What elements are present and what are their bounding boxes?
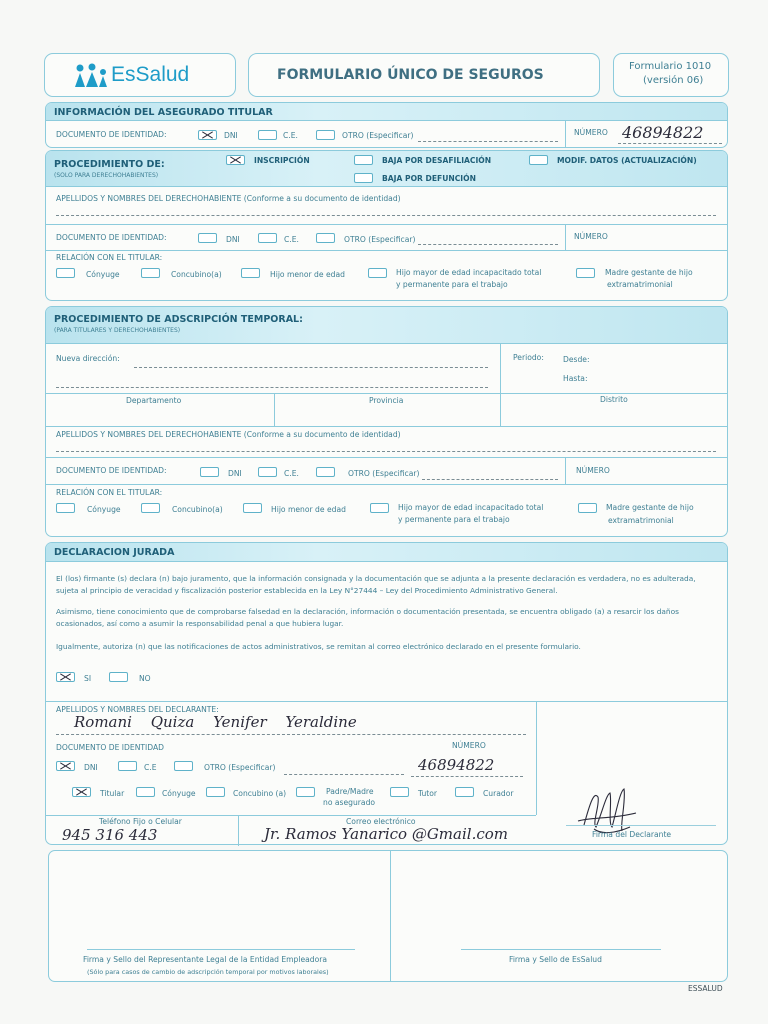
decl-concubino-checkbox[interactable] [206,787,225,797]
decl-concubino-label: Concubino (a) [233,789,287,798]
adsc-relacion-label: RELACIÓN CON EL TITULAR: [56,488,163,497]
proc-ce-label: C.E. [284,235,299,244]
adsc-dni-label: DNI [228,469,242,478]
section-titular [45,102,728,148]
adsc-numero-label: NÚMERO [576,466,610,475]
adsc-ce-checkbox[interactable] [258,467,277,477]
declarante-label: APELLIDOS Y NOMBRES DEL DECLARANTE: [56,705,219,714]
proc-madre-label-1: Madre gestante de hijo [605,268,693,277]
section-adscripcion [45,306,728,537]
check-x-icon [57,673,74,681]
decl-titular-label: Titular [100,789,125,798]
decl-ce-checkbox[interactable] [118,761,137,771]
logo-box [44,53,236,97]
baja-desafiliacion-checkbox[interactable] [354,155,373,165]
titular-ce-label: C.E. [283,131,298,140]
firma-declarante-label: Firma del Declarante [592,830,672,839]
adsc-hijo-mayor-label-2: y permanente para el trabajo [398,515,510,524]
telefono-label: Teléfono Fijo o Celular [99,817,182,826]
proc-hijo-menor-label: Hijo menor de edad [270,270,345,279]
proc-otro-checkbox[interactable] [316,233,335,243]
decl-conyuge-checkbox[interactable] [136,787,155,797]
proc-apellidos-label: APELLIDOS Y NOMBRES DEL DERECHOHABIENTE (Conforme a su documento de identidad) [56,194,401,203]
adsc-hijo-mayor-label-1: Hijo mayor de edad incapacitado total [398,503,544,512]
adsc-madre-checkbox[interactable] [578,503,597,513]
proc-madre-label-2: extramatrimonial [607,280,673,289]
adsc-apellidos-label: APELLIDOS Y NOMBRES DEL DERECHOHABIENTE (Conforme a su documento de identidad) [56,430,401,439]
baja-defuncion-checkbox[interactable] [354,173,373,183]
titular-dni-checkbox[interactable] [198,130,217,140]
decl-tutor-checkbox[interactable] [390,787,409,797]
baja-defuncion-label: BAJA POR DEFUNCIÓN [382,174,476,183]
decl-ce-label: C.E [144,763,157,772]
declaracion-title: DECLARACION JURADA [54,547,175,558]
section-firmas [48,850,728,982]
decl-padre-label-1: Padre/Madre [326,787,374,796]
form-version: (versión 06) [643,75,704,86]
adsc-doc-label: DOCUMENTO DE IDENTIDAD: [56,466,167,475]
adsc-madre-label-2: extramatrimonial [608,516,674,525]
check-x-icon [73,788,90,796]
decl-curador-label: Curador [483,789,514,798]
check-x-icon [199,131,216,139]
firma-essalud-label: Firma y Sello de EsSalud [509,955,602,964]
inscripcion-checkbox[interactable] [226,155,245,165]
adsc-conyuge-label: Cónyuge [87,505,121,514]
essalud-family-logo-icon [73,63,111,89]
proc-numero-label: NÚMERO [574,232,608,241]
baja-desafiliacion-label: BAJA POR DESAFILIACIÓN [382,156,492,165]
proc-conyuge-label: Cónyuge [86,270,120,279]
declaracion-p3: Igualmente, autoriza (n) que las notificaciones de actos administrativos, se remitan al correo electrónico declarado en el presente formulario. [56,642,581,651]
modif-datos-checkbox[interactable] [529,155,548,165]
distrito-label: Distrito [600,395,628,404]
titular-doc-label: DOCUMENTO DE IDENTIDAD: [56,130,167,139]
proc-ce-checkbox[interactable] [258,233,277,243]
correo-label: Correo electrónico [346,817,416,826]
proc-hijo-menor-checkbox[interactable] [241,268,260,278]
adsc-concubino-label: Concubino(a) [172,505,223,514]
section-declaracion [45,542,728,845]
proc-conyuge-checkbox[interactable] [56,268,75,278]
titular-otro-label: OTRO (Especificar) [342,131,414,140]
adsc-hijo-menor-label: Hijo menor de edad [271,505,346,514]
footer-corner-text: ESSALUD [688,984,723,993]
desde-label: Desde: [563,355,590,364]
adsc-conyuge-checkbox[interactable] [56,503,75,513]
decl-dni-checkbox[interactable] [56,761,75,771]
decl-otro-checkbox[interactable] [174,761,193,771]
declaracion-p2: Asimismo, tiene conocimiento que de comprobarse falsedad en la declaración, información o documentación presentada, se encuentra obligado (a) a resarcir los daños ocasionados, así como a asumir la responsabilidad penal a que hubiera lugar. [56,607,679,628]
telefono-value[interactable]: 945 316 443 [62,826,158,844]
titular-numero-value[interactable]: 46894822 [622,123,704,142]
form-code: Formulario 1010 [629,61,712,72]
departamento-label: Departamento [126,396,182,405]
decl-tutor-label: Tutor [418,789,438,798]
section-procedimiento [45,150,728,301]
periodo-label: Periodo: [513,353,544,362]
adscripcion-subtitle: (PARA TITULARES Y DERECHOHABIENTES) [54,327,181,334]
title-box [248,53,600,97]
logo-text: EsSalud [111,63,190,86]
proc-hijo-mayor-label-2: y permanente para el trabajo [396,280,508,289]
adsc-ce-label: C.E. [284,469,299,478]
inscripcion-label: INSCRIPCIÓN [254,156,310,165]
section-titular-title: INFORMACIÓN DEL ASEGURADO TITULAR [54,107,273,118]
nueva-direccion-label: Nueva dirección: [56,354,120,363]
form-code-box [613,53,729,97]
decl-padre-label-2: no asegurado [323,798,376,807]
declaracion-p1: El (los) firmante (s) declara (n) bajo juramento, que la información consignada y la documentación que se adjunta a la presente declaración es verdadera, no es adulterada, sujeta al principio de veracidad y fiscalización posterior establecida en la Ley N°27444 – Ley del Procedimiento Administrativo General. [56,574,696,595]
procedimiento-subtitle: (SOLO PARA DERECHOHABIENTES) [54,172,159,179]
si-checkbox[interactable] [56,672,75,682]
adsc-madre-label-1: Madre gestante de hijo [606,503,694,512]
decl-titular-checkbox[interactable] [72,787,91,797]
titular-numero-label: NÚMERO [574,128,608,137]
proc-concubino-checkbox[interactable] [141,268,160,278]
proc-concubino-label: Concubino(a) [171,270,222,279]
adsc-concubino-checkbox[interactable] [141,503,160,513]
correo-value[interactable]: Jr. Ramos Yanarico @Gmail.com [264,825,508,843]
decl-curador-checkbox[interactable] [455,787,474,797]
adsc-otro-checkbox[interactable] [316,467,335,477]
decl-padre-checkbox[interactable] [296,787,315,797]
proc-madre-checkbox[interactable] [576,268,595,278]
check-x-icon [57,762,74,770]
adscripcion-title: PROCEDIMIENTO DE ADSCRIPCIÓN TEMPORAL: [54,314,303,325]
titular-dni-label: DNI [224,131,238,140]
firma-empleadora-label: Firma y Sello del Representante Legal de la Entidad Empleadora [83,955,328,964]
decl-dni-label: DNI [84,763,98,772]
decl-numero-value[interactable]: 46894822 [418,756,495,774]
no-label: NO [139,674,151,683]
check-x-icon [227,156,244,164]
no-checkbox[interactable] [109,672,128,682]
decl-conyuge-label: Cónyuge [162,789,196,798]
proc-hijo-mayor-label-1: Hijo mayor de edad incapacitado total [396,268,542,277]
titular-ce-checkbox[interactable] [258,130,277,140]
form-title: FORMULARIO ÚNICO DE SEGUROS [277,67,544,83]
adsc-otro-label: OTRO (Especificar) [348,469,420,478]
decl-numero-label: NÚMERO [452,741,486,750]
firma-empleadora-nota: (Sólo para casos de cambio de adscripción temporal por motivos laborales) [87,968,329,976]
modif-datos-label: MODIF. DATOS (ACTUALIZACIÓN) [557,156,697,165]
adsc-hijo-menor-checkbox[interactable] [243,503,262,513]
adsc-hijo-mayor-checkbox[interactable] [370,503,389,513]
titular-otro-checkbox[interactable] [316,130,335,140]
procedimiento-title: PROCEDIMIENTO DE: [54,159,165,170]
provincia-label: Provincia [369,396,404,405]
proc-doc-label: DOCUMENTO DE IDENTIDAD: [56,233,167,242]
adsc-dni-checkbox[interactable] [200,467,219,477]
decl-otro-label: OTRO (Especificar) [204,763,276,772]
proc-hijo-mayor-checkbox[interactable] [368,268,387,278]
hasta-label: Hasta: [563,374,588,383]
si-label: SI [84,674,92,683]
decl-doc-label: DOCUMENTO DE IDENTIDAD [56,743,165,752]
proc-dni-checkbox[interactable] [198,233,217,243]
declarante-value[interactable]: Romani Quiza Yenifer Yeraldine [74,713,357,731]
proc-otro-label: OTRO (Especificar) [344,235,416,244]
proc-relacion-label: RELACIÓN CON EL TITULAR: [56,253,163,262]
proc-dni-label: DNI [226,235,240,244]
